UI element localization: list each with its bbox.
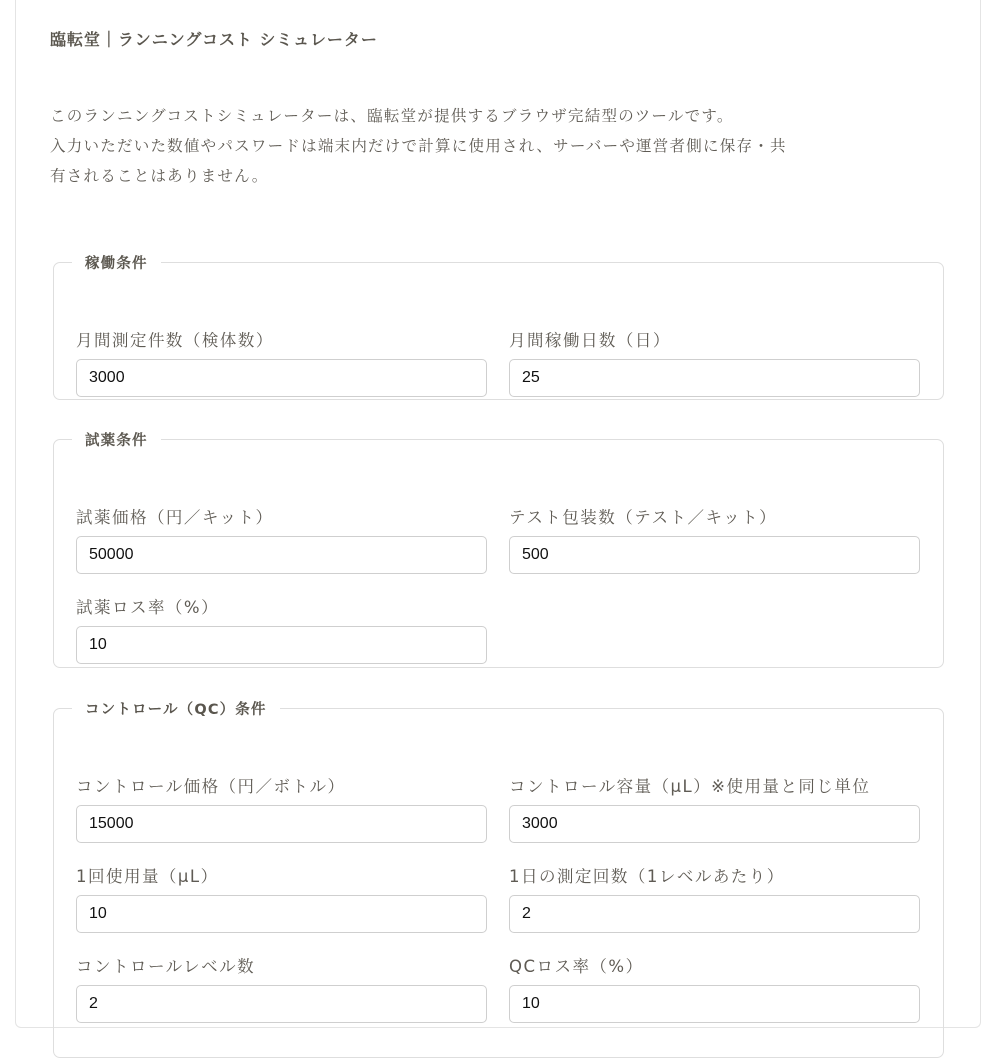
usage-per-run-input[interactable] (76, 895, 487, 933)
section-reagent (53, 429, 944, 668)
section-operation (53, 252, 944, 400)
section-legend: コントロール（QC）条件 (85, 702, 267, 718)
control-price-input[interactable] (76, 805, 487, 843)
field-label: 月間測定件数（検体数） (76, 331, 274, 350)
field-label: コントロール容量（μL）※使用量と同じ単位 (509, 777, 871, 796)
field-qc-loss (509, 953, 920, 1023)
field-reagent-price (76, 504, 487, 574)
runs-per-day-input[interactable] (509, 895, 920, 933)
field-control-levels (76, 953, 487, 1023)
field-monthly-days (509, 327, 920, 397)
field-label: 1回使用量（μL） (76, 867, 219, 886)
field-label: 月間稼働日数（日） (509, 331, 671, 350)
intro-line: 入力いただいた数値やパスワードは端末内だけで計算に使用され、サーバーや運営者側に保存・共 (50, 137, 787, 155)
field-label: コントロールレベル数 (76, 957, 256, 976)
monthly-days-input[interactable] (509, 359, 920, 397)
control-levels-input[interactable] (76, 985, 487, 1023)
field-label: コントロール価格（円／ボトル） (76, 777, 346, 796)
intro-line: このランニングコストシミュレーターは、臨転堂が提供するブラウザ完結型のツールです。 (50, 107, 734, 125)
field-runs-per-day (509, 863, 920, 933)
tests-per-kit-input[interactable] (509, 536, 920, 574)
field-monthly-tests (76, 327, 487, 397)
field-control-price (76, 773, 487, 843)
section-legend: 試薬条件 (85, 433, 148, 449)
control-volume-input[interactable] (509, 805, 920, 843)
field-label: 1日の測定回数（1レベルあたり） (509, 867, 785, 886)
section-legend: 稼働条件 (85, 256, 148, 272)
qc-loss-input[interactable] (509, 985, 920, 1023)
field-tests-per-kit (509, 504, 920, 574)
field-usage-per-run (76, 863, 487, 933)
page-title: 臨転堂｜ランニングコスト シミュレーター (50, 30, 378, 49)
reagent-price-input[interactable] (76, 536, 487, 574)
intro-text (50, 101, 950, 191)
field-label: QCロス率（%） (509, 957, 644, 976)
intro-line: 有されることはありません。 (50, 167, 269, 185)
field-label: 試薬価格（円／キット） (76, 508, 274, 527)
field-label: 試薬ロス率（%） (76, 598, 220, 617)
section-qc (53, 698, 944, 1058)
field-control-volume (509, 773, 920, 843)
field-reagent-loss (76, 594, 487, 664)
reagent-loss-input[interactable] (76, 626, 487, 664)
monthly-tests-input[interactable] (76, 359, 487, 397)
field-label: テスト包装数（テスト／キット） (509, 508, 778, 527)
